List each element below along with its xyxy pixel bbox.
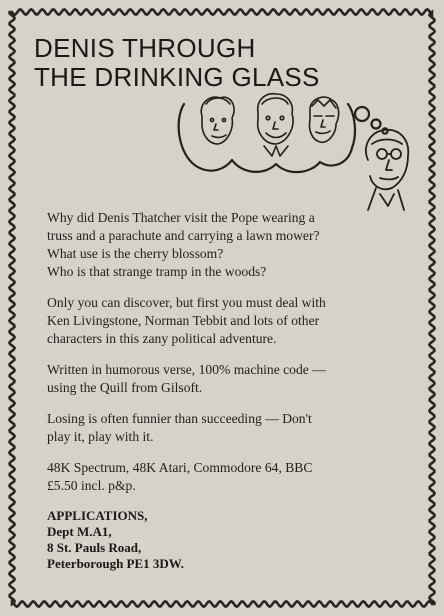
paragraph-questions [47, 209, 422, 281]
denis-caricature [366, 130, 408, 210]
text-line: using the Quill from Gilsoft. [47, 380, 203, 395]
platforms-line: 48K Spectrum, 48K Atari, Commodore 64, BBC [47, 460, 313, 475]
paragraph-platforms-price [47, 459, 422, 495]
text-line: Who is that strange tramp in the woods? [47, 264, 267, 279]
address-line: APPLICATIONS, [47, 508, 148, 523]
paragraph-characters [47, 294, 422, 348]
bubble-small-2 [372, 120, 381, 129]
text-line: Written in humorous verse, 100% machine code — [47, 362, 326, 377]
order-address [47, 508, 422, 572]
caricature-face-2 [258, 94, 293, 156]
caricature-face-3 [309, 97, 338, 142]
advert-copy [47, 209, 422, 572]
text-line: Ken Livingstone, Norman Tebbit and lots of other [47, 313, 320, 328]
address-line: Peterborough PE1 3DW. [47, 556, 184, 571]
price-line: £5.50 incl. p&p. [47, 478, 136, 493]
text-line: Only you can discover, but first you must deal with [47, 295, 326, 310]
headline-line-2: THE DRINKING GLASS [34, 62, 320, 92]
paragraph-tagline [47, 410, 422, 446]
thought-bubble-illustration [172, 82, 412, 212]
address-line: Dept M.A1, [47, 524, 112, 539]
thought-bubble [179, 104, 355, 172]
text-line: What use is the cherry blossom? [47, 246, 224, 261]
address-line: 8 St. Pauls Road, [47, 540, 142, 555]
text-line: Why did Denis Thatcher visit the Pope wearing a [47, 210, 315, 225]
text-line: characters in this zany political adventure. [47, 331, 277, 346]
caricature-face-1 [201, 97, 234, 144]
text-line: Losing is often funnier than succeeding — Don't [47, 411, 312, 426]
text-line: play it, play with it. [47, 429, 154, 444]
advert-panel [22, 22, 422, 594]
paragraph-technical [47, 361, 422, 397]
bubble-small-1 [355, 107, 369, 121]
text-line: truss and a parachute and carrying a lawn mower? [47, 228, 320, 243]
headline-line-1: DENIS THROUGH [34, 33, 256, 63]
